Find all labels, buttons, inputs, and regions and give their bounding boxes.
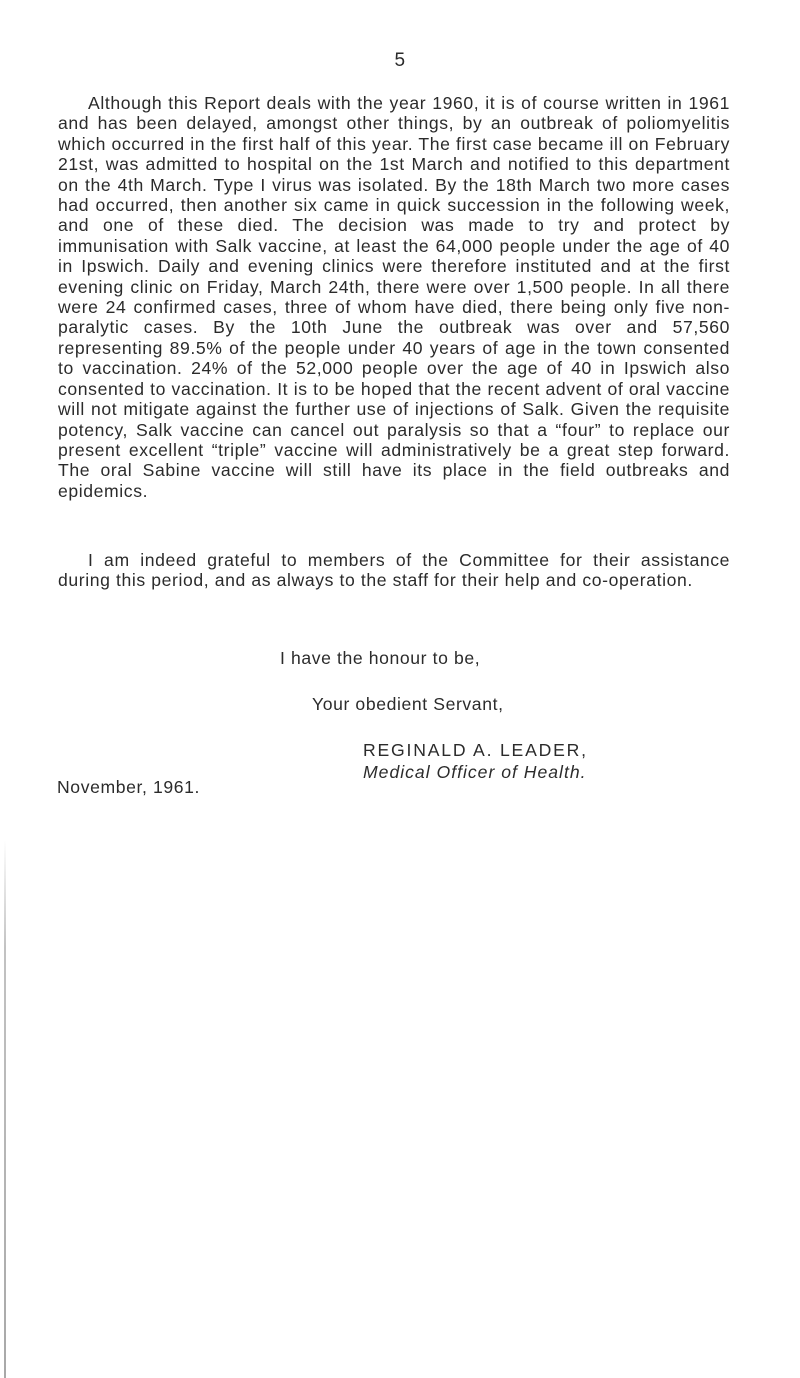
signatory-title: Medical Officer of Health.	[363, 762, 587, 782]
closing-honour: I have the honour to be,	[280, 648, 481, 668]
closing-servant: Your obedient Servant,	[312, 694, 504, 714]
signatory-name: REGINALD A. LEADER,	[363, 740, 588, 760]
scan-margin-line	[4, 840, 6, 1378]
letter-date: November, 1961.	[57, 777, 200, 797]
page-number: 5	[394, 50, 406, 71]
body-paragraph-gratitude: I am indeed grateful to members of the Committee for their assistance during this period, and as always to the staff for their help and co-operation.	[58, 550, 730, 591]
body-paragraph-outbreak: Although this Report deals with the year 1960, it is of course written in 1961 and has been delayed, amongst other things, by an outbreak of poliomyelitis which occurred in the first half of this year. The first case became ill on February 21st, was admitted to hospital on the 1st March and notified to this department on the 4th March. Type I virus was isolated. By the 18th March two more cases had occurred, then another six came in quick succession in the following week, and one of these died. The decision was made to try and protect by immunisation with Salk vaccine, at least the 64,000 people under the age of 40 in Ipswich. Daily and evening clinics were therefore instituted and at the first evening clinic on Friday, March 24th, there were over 1,500 people. In all there were 24 confirmed cases, three of whom have died, there being only five non-paralytic cases. By the 10th June the outbreak was over and 57,560 representing 89.5% of the people under 40 years of age in the town consented to vaccination. 24% of the 52,000 people over the age of 40 in Ipswich also consented to vaccination. It is to be hoped that the recent advent of oral vaccine will not mitigate against the further use of injections of Salk. Given the requisite potency, Salk vaccine can cancel out paralysis so that a “four” to replace our present excellent “triple” vaccine will administratively be a great step forward. The oral Sabine vaccine will still have its place in the field outbreaks and epidemics.	[58, 93, 730, 501]
